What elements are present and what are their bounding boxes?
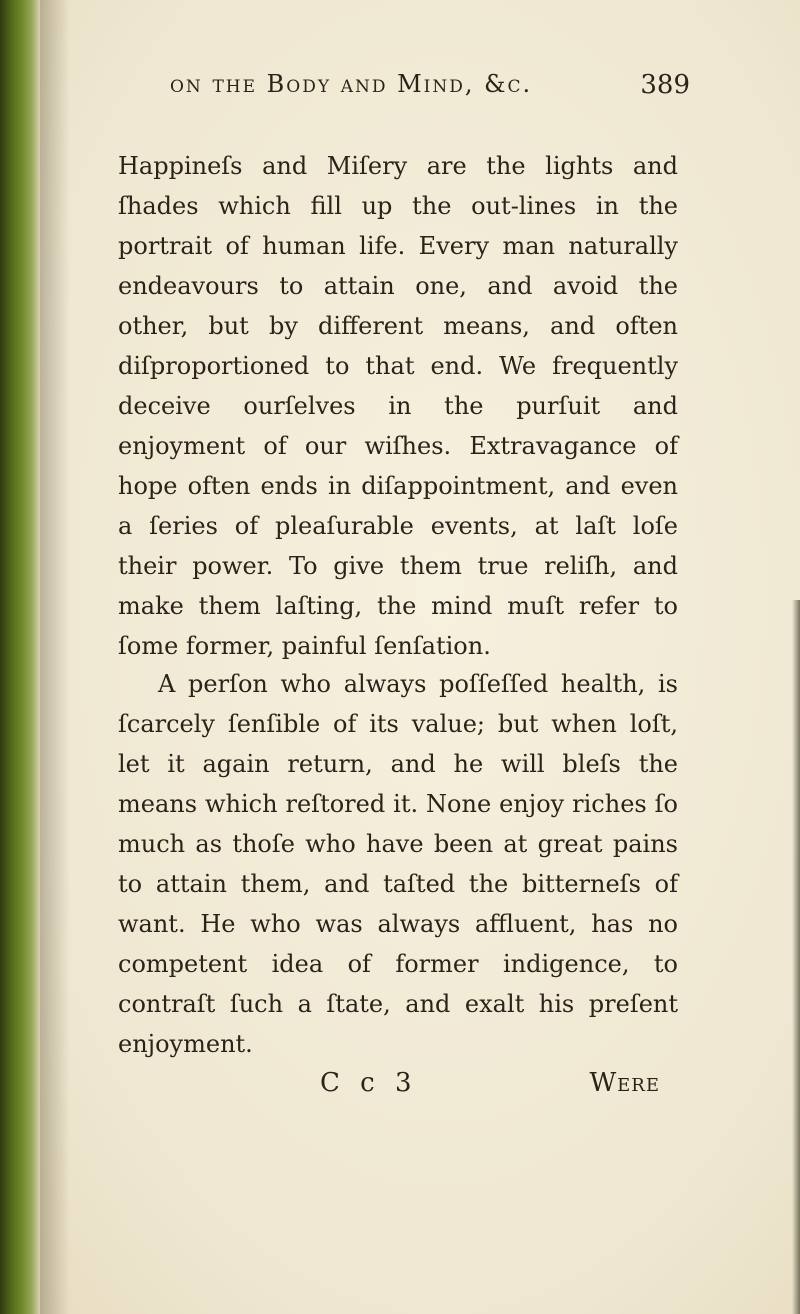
- page-number: 389: [640, 70, 690, 100]
- page-footer: [160, 1068, 660, 1108]
- gutter-shadow: [40, 0, 70, 1314]
- paragraph-2: A perſon who always poſſeſſed health, is ſcarcely ſenſible of its value; but when loſt, let it again return, and he will bleſs the means which reſtored it. None enjoy riches ſo much as thoſe who have been at great pains to attain them, and taſted the bitterneſs of want. He who was always affluent, has no competent idea of former indigence, to contraſt ſuch a ſtate, and exalt his preſent enjoyment.: [118, 670, 678, 1058]
- running-header: [170, 70, 690, 110]
- catchword: Were: [589, 1068, 660, 1098]
- signature-mark: C c 3: [320, 1068, 418, 1098]
- paragraph-1: Happineſs and Miſery are the lights and ſhades which fill up the out-lines in the portrait of human life. Every man naturally endeavours to attain one, and avoid the other, but by different means, and often diſproportioned to that end. We frequently deceive ourſelves in the purſuit and enjoyment of our wiſhes. Extravagance of hope often ends in diſappointment, and even a ſeries of pleaſurable events, at laſt loſe their power. To give them true reliſh, and make them laſting, the mind muſt refer to ſome former, painful ſenſation.: [118, 152, 678, 660]
- running-header-title: on the Body and Mind, &c.: [170, 70, 533, 98]
- book-binding-edge: [0, 0, 40, 1314]
- page-edge-shadow: [792, 600, 800, 1314]
